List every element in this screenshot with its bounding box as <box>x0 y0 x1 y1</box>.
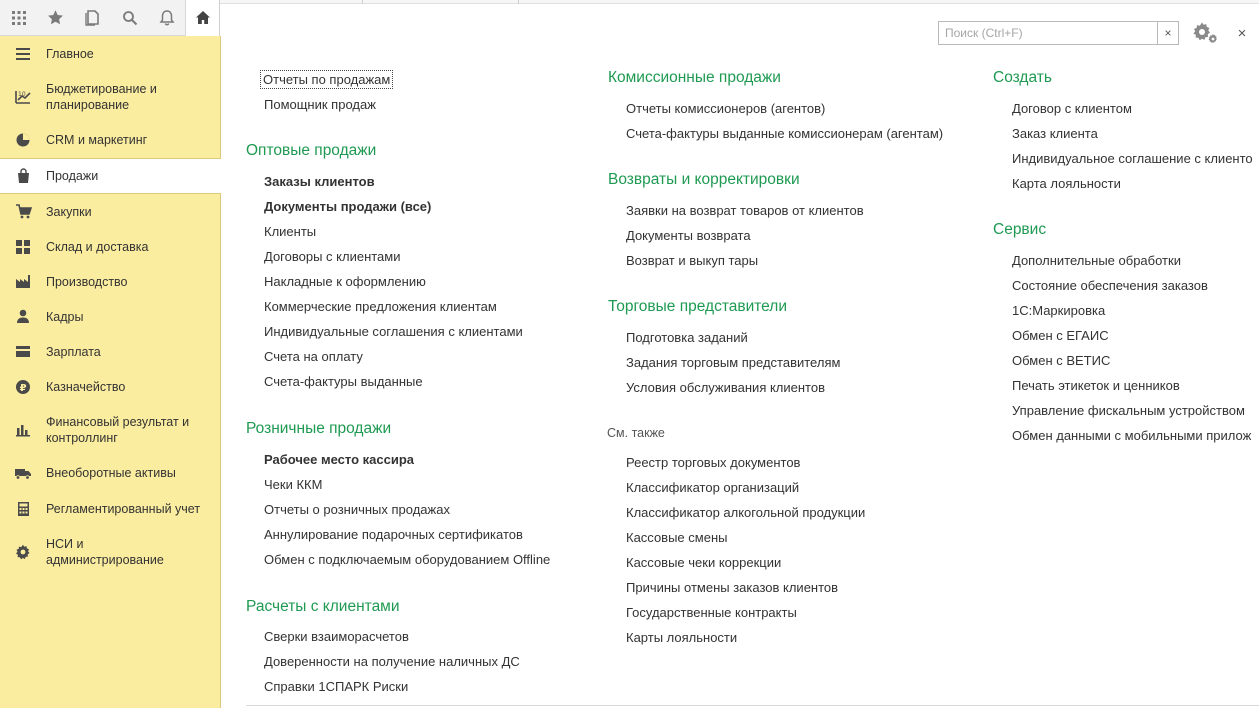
link-item[interactable]: Подготовка заданий <box>626 330 748 345</box>
factory-icon <box>14 273 32 291</box>
group-title-sales-reps: Торговые представители <box>608 298 787 315</box>
sidebar-item-label: Бюджетирование и планирование <box>46 81 157 112</box>
link-item[interactable]: Счета на оплату <box>264 349 363 364</box>
link-item[interactable]: Заявки на возврат товаров от клиентов <box>626 203 864 218</box>
gear-icon <box>1191 21 1219 45</box>
svg-text:10: 10 <box>18 90 26 98</box>
tab-separator <box>518 0 519 4</box>
calculator-icon <box>14 500 32 518</box>
link-item[interactable]: Карты лояльности <box>626 630 738 645</box>
link-item[interactable]: Аннулирование подарочных сертификатов <box>264 527 523 542</box>
sidebar-item-treasury[interactable] <box>0 369 220 404</box>
sidebar-item-sales[interactable] <box>0 158 221 194</box>
sidebar <box>0 36 221 708</box>
link-item[interactable]: Обмен с подключаемым оборудованием Offline <box>264 552 551 567</box>
star-icon[interactable] <box>37 0 74 36</box>
close-icon: × <box>1164 26 1172 40</box>
history-icon[interactable] <box>74 0 111 36</box>
sidebar-item-label: Регламентированный учет <box>46 501 201 516</box>
shopping-bag-icon <box>14 167 32 185</box>
link-item[interactable]: Кассовые чеки коррекции <box>626 555 782 570</box>
link-item[interactable]: Кассовые смены <box>626 530 728 545</box>
link-item[interactable]: Управление фискальным устройством <box>1012 403 1245 418</box>
svg-text:₽: ₽ <box>19 382 27 394</box>
sidebar-item-label: Финансовый результат и контроллинг <box>46 414 190 445</box>
cart-icon <box>14 203 32 221</box>
link-item[interactable]: Индивидуальные соглашения с клиентами <box>264 324 523 339</box>
link-item[interactable]: 1С:Маркировка <box>1012 303 1106 318</box>
settings-button[interactable] <box>1190 20 1220 46</box>
link-item[interactable]: Счета-фактуры выданные <box>264 374 423 389</box>
sidebar-item-label: Склад и доставка <box>46 239 149 254</box>
link-item[interactable]: Заказ клиента <box>1012 126 1098 141</box>
link-item[interactable]: Состояние обеспечения заказов <box>1012 278 1208 293</box>
sidebar-item-financial-result[interactable] <box>0 404 220 455</box>
link-item[interactable]: Клиенты <box>264 224 317 239</box>
tab-separator <box>362 0 363 4</box>
sidebar-item-label: Казначейство <box>46 379 126 394</box>
tab-strip <box>220 0 1259 4</box>
treasury-icon <box>14 378 32 396</box>
group-title-commission: Комиссионные продажи <box>608 69 781 86</box>
sidebar-item-label: Закупки <box>46 204 92 219</box>
top-toolbar <box>0 0 220 36</box>
sidebar-item-main[interactable] <box>0 36 220 71</box>
sidebar-item-label: Внеоборотные активы <box>46 466 176 480</box>
link-item[interactable]: Классификатор алкогольной продукции <box>626 505 866 520</box>
group-title-create: Создать <box>993 69 1052 86</box>
link-item[interactable]: Договоры с клиентами <box>264 249 401 264</box>
sidebar-item-budgeting[interactable] <box>0 71 220 122</box>
sidebar-item-label: Зарплата <box>46 344 101 359</box>
sidebar-item-purchases[interactable] <box>0 194 220 229</box>
bell-icon[interactable] <box>148 0 185 36</box>
link-item[interactable]: Доверенности на получение наличных ДС <box>264 654 520 669</box>
see-also-title: См. также <box>607 426 665 440</box>
search-icon[interactable] <box>111 0 148 36</box>
link-item[interactable]: Обмен с ЕГАИС <box>1012 328 1109 343</box>
close-button[interactable] <box>1233 24 1251 42</box>
link-item[interactable]: Обмен данными с мобильными прилож <box>1012 428 1252 443</box>
link-item[interactable]: Дополнительные обработки <box>1012 253 1181 268</box>
link-item[interactable]: Справки 1СПАРК Риски <box>264 679 409 694</box>
link-item[interactable]: Обмен с ВЕТИС <box>1012 353 1111 368</box>
link-sales-reports[interactable]: Отчеты по продажам <box>263 72 391 87</box>
link-item[interactable]: Рабочее место кассира <box>264 452 415 467</box>
link-item[interactable]: Документы продажи (все) <box>264 199 432 214</box>
group-title-returns: Возвраты и корректировки <box>608 171 800 188</box>
link-item[interactable]: Отчеты комиссионеров (агентов) <box>626 101 826 116</box>
link-item[interactable]: Карта лояльности <box>1012 176 1121 191</box>
link-item[interactable]: Причины отмены заказов клиентов <box>626 580 839 595</box>
group-title-wholesale: Оптовые продажи <box>246 142 377 159</box>
menu-icon <box>14 45 32 63</box>
link-item[interactable]: Коммерческие предложения клиентам <box>264 299 497 314</box>
link-item[interactable]: Отчеты о розничных продажах <box>264 502 450 517</box>
link-item[interactable]: Реестр торговых документов <box>626 455 801 470</box>
group-title-service: Сервис <box>993 221 1047 238</box>
sidebar-item-label: Главное <box>46 46 94 61</box>
link-item[interactable]: Печать этикеток и ценников <box>1012 378 1180 393</box>
sidebar-item-label: НСИ и администрирование <box>46 536 164 567</box>
link-item[interactable]: Договор с клиентом <box>1012 101 1132 116</box>
sidebar-item-hr[interactable] <box>0 299 220 334</box>
home-icon[interactable] <box>185 0 219 36</box>
link-item[interactable]: Задания торговым представителям <box>626 355 841 370</box>
sidebar-item-salary[interactable] <box>0 334 220 369</box>
sidebar-item-admin[interactable] <box>0 526 220 577</box>
gear-icon <box>14 543 32 561</box>
link-sales-assistant[interactable]: Помощник продаж <box>264 97 376 112</box>
sidebar-item-regulated-accounting[interactable] <box>0 491 220 526</box>
bottom-divider <box>246 705 1259 706</box>
link-item[interactable]: Индивидуальное соглашение с клиенто <box>1012 151 1253 166</box>
search-input[interactable] <box>938 21 1158 45</box>
link-item[interactable]: Заказы клиентов <box>264 174 375 189</box>
apps-grid-icon[interactable] <box>0 0 37 36</box>
sidebar-item-crm[interactable] <box>0 122 220 158</box>
link-item[interactable]: Возврат и выкуп тары <box>626 253 759 268</box>
truck-icon <box>14 464 32 482</box>
link-item[interactable]: Условия обслуживания клиентов <box>626 380 826 395</box>
sidebar-item-label: Производство <box>46 274 128 289</box>
sidebar-item-label: Продажи <box>46 169 99 183</box>
link-item[interactable]: Государственные контракты <box>626 605 797 620</box>
sidebar-item-fixed-assets[interactable] <box>0 455 220 491</box>
wallet-icon <box>14 343 32 361</box>
bar-chart-icon <box>14 421 32 439</box>
sidebar-item-label: Кадры <box>46 309 84 324</box>
link-item[interactable]: Документы возврата <box>626 228 751 243</box>
budget-icon <box>14 88 32 106</box>
link-item[interactable]: Классификатор организаций <box>626 480 800 495</box>
link-item[interactable]: Счета-фактуры выданные комиссионерам (агентам) <box>626 126 944 141</box>
sidebar-item-warehouse[interactable] <box>0 229 220 264</box>
link-item[interactable]: Чеки ККМ <box>264 477 323 492</box>
link-item[interactable]: Сверки взаиморасчетов <box>264 629 409 644</box>
warehouse-icon <box>14 238 32 256</box>
search-clear-button[interactable] <box>1157 21 1179 45</box>
group-title-settlements: Расчеты с клиентами <box>246 598 400 615</box>
person-icon <box>14 308 32 326</box>
link-item[interactable]: Накладные к оформлению <box>264 274 426 289</box>
group-title-retail: Розничные продажи <box>246 420 392 437</box>
close-icon: × <box>1237 24 1247 42</box>
crm-icon <box>14 131 32 149</box>
sidebar-item-label: CRM и маркетинг <box>46 133 148 147</box>
sidebar-item-production[interactable] <box>0 264 220 299</box>
